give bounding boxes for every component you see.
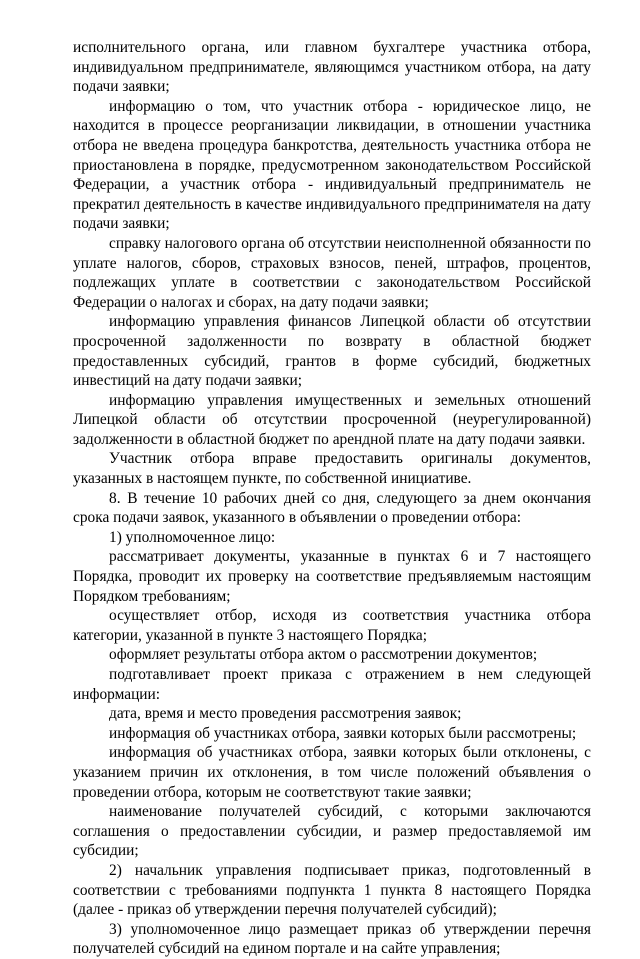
paragraph-subitem-2: 2) начальник управления подписывает приказ, подготовленный в соответствии с требованиями подпункта 1 пункта 8 настоящего Порядка (далее - приказ об утверждении перечня получателей субсидий); bbox=[73, 861, 591, 919]
paragraph-review-documents: рассматривает документы, указанные в пунктах 6 и 7 настоящего Порядка, проводит их проверку на соответствие предъявляемым настоящим Порядком требованиям; bbox=[73, 548, 591, 605]
paragraph-rejected-participants: информация об участниках отбора, заявки которых были отклонены, с указанием причин их отклонения, в том числе положений объявления о проведении отбора, которым не соответствуют такие заявки; bbox=[73, 744, 591, 801]
paragraph-executive-body: исполнительного органа, или главном бухгалтере участника отбора, индивидуальном предпринимателе, являющимся участником отбора, на дату подачи заявки; bbox=[73, 39, 591, 96]
paragraph-reviewed-participants: информация об участниках отбора, заявки которых были рассмотрены; bbox=[109, 724, 577, 742]
paragraph-recipients-names: наименование получателей субсидий, с которыми заключаются соглашения о предоставлении субсидии, и размер предоставляемой им субсидии; bbox=[73, 803, 591, 860]
paragraph-finance-debt-info: информацию управления финансов Липецкой области об отсутствии просроченной задолженности по возврату в областной бюджет предоставленных субсидий, грантов в форме субсидий, бюджетных инвестиций на дату подачи заявки; bbox=[73, 313, 591, 390]
paragraph-review-date: дата, время и место проведения рассмотрения заявок; bbox=[109, 705, 462, 723]
paragraph-act-results: оформляет результаты отбора актом о рассмотрении документов; bbox=[109, 646, 538, 664]
document-page bbox=[73, 38, 591, 959]
paragraph-item-8: 8. В течение 10 рабочих дней со дня, следующего за днем окончания срока подачи заявок, указанного в объявлении о проведении отбора: bbox=[73, 489, 591, 527]
paragraph-tax-certificate: справку налогового органа об отсутствии неисполненной обязанности по уплате налогов, сборов, страховых взносов, пеней, штрафов, процентов, подлежащих уплате в соответствии с законодательством Российской Федерации о налогах и сборах, на дату подачи заявки; bbox=[73, 234, 591, 311]
paragraph-draft-order: подготавливает проект приказа с отражением в нем следующей информации: bbox=[73, 666, 591, 703]
paragraph-category-selection: осуществляет отбор, исходя из соответствия участника отбора категории, указанной в пункте 3 настоящего Порядка; bbox=[73, 607, 591, 644]
paragraph-property-debt-info: информацию управления имущественных и земельных отношений Липецкой области об отсутствии просроченной (неурегулированной) задолженности в областной бюджет по арендной плате на дату подачи заявки. bbox=[73, 391, 591, 448]
paragraph-subitem-3: 3) уполномоченное лицо размещает приказ об утверждении перечня получателей субсидий на едином портале и на сайте управления; bbox=[73, 920, 591, 958]
paragraph-subitem-1: 1) уполномоченное лицо: bbox=[109, 528, 276, 546]
paragraph-originals-right: Участник отбора вправе предоставить оригиналы документов, указанных в настоящем пункте, по собственной инициативе. bbox=[73, 450, 591, 488]
paragraph-reorganization-info: информацию о том, что участник отбора - юридическое лицо, не находится в процессе реорганизации ликвидации, в отношении участника отбора не введена процедура банкротства, деятельность участника отбора не приостановлена в порядке, предусмотренном законодательством Российской Федерации, а участник отбора - индивидуальный предприниматель не прекратил деятельность в качестве индивидуального предпринимателя на дату подачи заявки; bbox=[73, 97, 591, 233]
